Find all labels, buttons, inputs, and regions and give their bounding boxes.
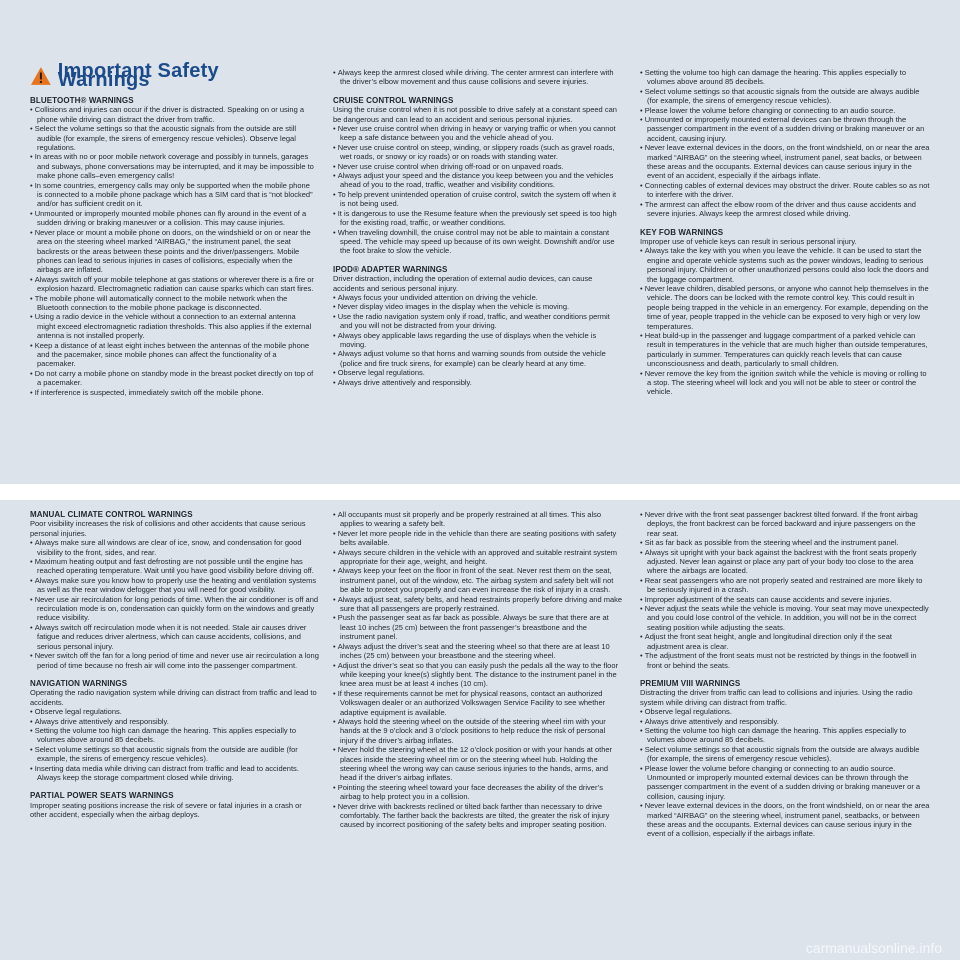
warning-triangle-icon bbox=[30, 66, 52, 86]
list-item: • Never place or mount a mobile phone on doors, on the windshield or on or near the area on the steering wheel marked “AIRBAG,” the instrument panel, the seat backrests or the areas between these points and the driver/passengers. Mobile phones can lead to serious injuries in cases of collisions, especially when the airbags are inflated. bbox=[30, 228, 314, 275]
section-heading: KEY FOB WARNINGS bbox=[640, 227, 724, 237]
section-heading: CRUISE CONTROL WARNINGS bbox=[333, 95, 454, 105]
list-item: • Never drive with the front seat passenger backrest tilted forward. If the front airbag deploys, the front backrest can be forced backward and injure passengers on the rear seat. bbox=[640, 510, 930, 538]
list-item: • Connecting cables of external devices may obstruct the driver. Route cables so as not to interfere with the driver. bbox=[640, 181, 930, 200]
bullet-list bbox=[333, 68, 623, 87]
list-item: • Improper adjustment of the seats can cause accidents and severe injuries. bbox=[640, 595, 930, 604]
list-item: • Never leave external devices in the doors, on the front windshield, on or near the area marked “AIRBAG” on the steering wheel, instrument panel, seat backs, or between these areas and the occupants. External devices can cause serious injury in the event of an accident, especially if the airbags inflate. bbox=[640, 143, 930, 181]
bullet-list bbox=[30, 538, 320, 670]
list-item: • All occupants must sit properly and be properly restrained at all times. This also applies to wearing a safety belt. bbox=[333, 510, 623, 529]
list-item: • Never adjust the seats while the vehicle is moving. Your seat may move unexpectedly and you could lose control of the vehicle. In addition, you will not be in the correct seating position while adjusting the seats. bbox=[640, 604, 930, 632]
bullet-list bbox=[333, 124, 623, 256]
list-item: • Heat build-up in the passenger and luggage compartment of a parked vehicle can result in temperatures in the vehicle that are much higher than outside temperatures, particularly in summer. Temperatures can quickly reach levels that can cause unconsciousness and death, particularly to small children. bbox=[640, 331, 930, 369]
list-item: • The adjustment of the front seats must not be restricted by things in the footwell in front or behind the seats. bbox=[640, 651, 930, 670]
list-item: • Adjust the driver’s seat so that you can easily push the pedals all the way to the floor while keeping your knee(s) slightly bent. The distance to the instrument panel in the knee area must be at least 4 inches (10 cm). bbox=[333, 661, 623, 689]
list-item: • Pointing the steering wheel toward your face decreases the ability of the driver’s airbag to help protect you in a collision. bbox=[333, 783, 623, 802]
section-heading: IPOD® ADAPTER WARNINGS bbox=[333, 264, 448, 274]
bullet-list bbox=[30, 105, 314, 397]
list-item: • Select volume settings so that acoustic signals from the outside are always audible (for example, the sirens of emergency rescue vehicles). bbox=[640, 87, 930, 106]
list-item: • Always drive attentively and responsibly. bbox=[30, 717, 320, 726]
list-item: • Collisions and injuries can occur if the driver is distracted. Speaking on or using a phone while driving can distract the driver from traffic. bbox=[30, 105, 314, 124]
list-item: • Never use cruise control when driving off-road or on unpaved roads. bbox=[333, 162, 623, 171]
section-ipod-adapter bbox=[333, 265, 623, 387]
list-item: • Sit as far back as possible from the steering wheel and the instrument panel. bbox=[640, 538, 930, 547]
list-item: • Setting the volume too high can damage the hearing. This applies especially to volumes above around 85 decibels. bbox=[640, 726, 930, 745]
column-bottom-left bbox=[30, 510, 320, 820]
section-partial-power-seats bbox=[30, 791, 320, 819]
section-manual-climate-control bbox=[30, 510, 320, 670]
list-item: • Do not carry a mobile phone on standby mode in the breast pocket directly on top of a pacemaker. bbox=[30, 369, 314, 388]
list-item: • The mobile phone will automatically connect to the mobile network when the Bluetooth connection to the mobile phone package is disconnected. bbox=[30, 294, 314, 313]
list-item: • Using a radio device in the vehicle without a connection to an external antenna might exceed electromagnetic radiation thresholds. This also applies if the external antenna is not installed properly. bbox=[30, 312, 314, 340]
list-item: • Setting the volume too high can damage the hearing. This applies especially to volumes above around 85 decibels. bbox=[640, 68, 930, 87]
list-item: • Push the passenger seat as far back as possible. Always be sure that there are at least 10 inches (25 cm) between the front passenger’s breastbone and the instrument panel. bbox=[333, 613, 623, 641]
list-item: • Never use air recirculation for long periods of time. When the air conditioner is off and recirculation mode is on, condensation can quickly form on the windows and greatly reduce visibility. bbox=[30, 595, 320, 623]
list-item: • In some countries, emergency calls may only be supported when the mobile phone is connected to a mobile phone package which has a SIM card that is “not blocked” and/or has sufficient credit on it. bbox=[30, 181, 314, 209]
section-intro: Improper use of vehicle keys can result in serious personal injury. bbox=[640, 236, 857, 246]
bullet-list bbox=[640, 68, 930, 219]
column-bottom-right bbox=[640, 510, 930, 839]
list-item: • Never drive with backrests reclined or tilted back farther than necessary to drive comfortably. The farther back the backrests are tilted, the greater the risk of injury caused by incorrect positioning of the safety belts and improper seating position. bbox=[333, 802, 623, 830]
section-intro: Driver distraction, including the operation of external audio devices, can cause accidents and serious personal injury. bbox=[333, 274, 593, 293]
bullet-list bbox=[640, 510, 930, 670]
list-item: • Always keep the armrest closed while driving. The center armrest can interfere with the driver’s elbow movement and thus cause collisions and severe injuries. bbox=[333, 68, 623, 87]
section-premium-viii bbox=[640, 679, 930, 839]
section-cruise-control bbox=[333, 96, 623, 256]
list-item: • Never leave external devices in the doors, on the front windshield, on or near the area marked “AIRBAG” on the steering wheel, instrument panel, seatbacks, or between these areas and the occupants. External devices can cause serious injury in the event of a collision, especially if the airbags inflate. bbox=[640, 801, 930, 839]
section-intro: Improper seating positions increase the risk of severe or fatal injuries in a crash or other accident, especially when the airbag deploys. bbox=[30, 800, 302, 820]
bullet-list bbox=[640, 707, 930, 839]
list-item: • Always make sure all windows are clear of ice, snow, and condensation for good visibility to the front, sides, and rear. bbox=[30, 538, 320, 557]
list-item: • Never use cruise control when driving in heavy or varying traffic or when you cannot keep a safe distance between you and the vehicle ahead of you. bbox=[333, 124, 623, 143]
list-item: • Always drive attentively and responsibly. bbox=[640, 717, 930, 726]
list-item: • Always take the key with you when you leave the vehicle. It can be used to start the engine and operate vehicle systems such as the power windows, leading to serious personal injury. Children or other unauthorized persons could also lock the doors and the luggage compartment. bbox=[640, 246, 930, 284]
list-item: • Never hold the steering wheel at the 12 o’clock position or with your hands at other places inside the steering wheel rim or on the steering wheel hub. Holding the steering wheel the wrong way can cause serious injuries to the hands, arms, and head if the driver’s airbag inflates. bbox=[333, 745, 623, 783]
list-item: • Always sit upright with your back against the backrest with the front seats properly adjusted. Never lean against or place any part of your body too close to the area where the airbags are located. bbox=[640, 548, 930, 576]
list-item: • It is dangerous to use the Resume feature when the previously set speed is too high for the existing road, traffic, or weather conditions. bbox=[333, 209, 623, 228]
bullet-list bbox=[333, 510, 623, 830]
section-heading: PREMIUM VIII WARNINGS bbox=[640, 678, 741, 688]
list-item: • Adjust the front seat height, angle and longitudinal direction only if the seat adjustment area is clear. bbox=[640, 632, 930, 651]
list-item: • Observe legal regulations. bbox=[30, 707, 320, 716]
list-item: • Always adjust volume so that horns and warning sounds from outside the vehicle (police and fire truck sirens, for example) can be clearly heard at any time. bbox=[333, 349, 623, 368]
page-title: Important Safety Warnings bbox=[30, 66, 314, 86]
section-intro: Operating the radio navigation system while driving can distract from traffic and lead to accidents. bbox=[30, 688, 317, 707]
bullet-list bbox=[333, 293, 623, 387]
list-item: • Rear seat passengers who are not properly seated and restrained are more likely to be seriously injured in a crash. bbox=[640, 576, 930, 595]
list-item: • Unmounted or improperly mounted mobile phones can fly around in the event of a sudden driving or braking maneuver or a collision. This may cause injuries. bbox=[30, 209, 314, 228]
section-heading: BLUETOOTH® WARNINGS bbox=[30, 96, 134, 105]
list-item: • Always switch off recirculation mode when it is not needed. Stale air causes driver fatigue and reduces driver alertness, which can cause accidents, collisions, and serious personal injury. bbox=[30, 623, 320, 651]
section-bluetooth bbox=[30, 96, 314, 397]
list-item: • Observe legal regulations. bbox=[640, 707, 930, 716]
list-item: • If these requirements cannot be met for physical reasons, contact an authorized Volkswagen dealer or an authorized Volkswagen Service Facility to see whether adaptive equipment is available. bbox=[333, 689, 623, 717]
section-navigation bbox=[30, 679, 320, 782]
list-item: • In areas with no or poor mobile network coverage and possibly in tunnels, garages and subways, phone conversations may be interrupted, and it may be impossible to make phone calls–even emergency calls! bbox=[30, 152, 314, 180]
list-item: • Use the radio navigation system only if road, traffic, and weather conditions permit and you will not be distracted from your driving. bbox=[333, 312, 623, 331]
column-bottom-middle bbox=[333, 510, 623, 830]
section-key-fob bbox=[640, 228, 930, 397]
list-item: • Please lower the volume before changing or connecting to an audio source. bbox=[640, 106, 930, 115]
list-item: • Always secure children in the vehicle with an approved and suitable restraint system appropriate for their age, weight, and height. bbox=[333, 548, 623, 567]
list-item: • Always adjust your speed and the distance you keep between you and the vehicles ahead of you to the road, traffic, weather and visibility conditions. bbox=[333, 171, 623, 190]
section-heading: PARTIAL POWER SEATS WARNINGS bbox=[30, 791, 174, 801]
section-heading: MANUAL CLIMATE CONTROL WARNINGS bbox=[30, 510, 193, 519]
list-item: • Always make sure you know how to properly use the heating and ventilation systems as well as the rear window defogger that you will need for good visibility. bbox=[30, 576, 320, 595]
watermark-text: carmanualsonline.info bbox=[805, 940, 942, 956]
list-item: • Observe legal regulations. bbox=[333, 368, 623, 377]
list-item: • Maximum heating output and fast defrosting are not possible until the engine has reached operating temperature. Wait until you have good visibility before driving off. bbox=[30, 557, 320, 576]
list-item: • The armrest can affect the elbow room of the driver and thus cause accidents and severe injuries. Always keep the armrest closed while driving. bbox=[640, 200, 930, 219]
list-item: • Always adjust the driver’s seat and the steering wheel so that there are at least 10 inches (25 cm) between your breastbone and the steering wheel. bbox=[333, 642, 623, 661]
page-gap bbox=[0, 484, 960, 500]
bullet-list bbox=[30, 707, 320, 782]
column-top-middle bbox=[333, 68, 623, 387]
list-item: • Inserting data media while driving can distract from traffic and lead to accidents. Always keep the storage compartment closed while driving. bbox=[30, 764, 320, 783]
list-item: • Select the volume settings so that the acoustic signals from the outside are still audible (for example, the sirens of emergency rescue vehicles). Observe legal regulations. bbox=[30, 124, 314, 152]
list-item: • Never display video images in the display when the vehicle is moving. bbox=[333, 302, 623, 311]
list-item: • Always adjust seat, safety belts, and head restraints properly before driving and make sure that all passengers are properly restrained. bbox=[333, 595, 623, 614]
list-item: • Always hold the steering wheel on the outside of the steering wheel rim with your hands at the 9 o’clock and 3 o’clock positions to help reduce the risk of personal injury if the driver’s airbag inflates. bbox=[333, 717, 623, 745]
list-item: • Always keep your feet on the floor in front of the seat. Never rest them on the seat, instrument panel, out of the window, etc. The airbag system and safety belt will not be able to protect you properly and can even increase the risk of injury in a crash. bbox=[333, 566, 623, 594]
list-item: • Always switch off your mobile telephone at gas stations or wherever there is a fire or explosion hazard. Electromagnetic radiation can cause sparks which can start fires. bbox=[30, 275, 314, 294]
list-item: • Never switch off the fan for a long period of time and never use air recirculation a long period of time because no fresh air will come into the passenger compartment. bbox=[30, 651, 320, 670]
list-item: • Never remove the key from the ignition switch while the vehicle is moving or rolling to a stop. The steering wheel will lock and you will not be able to steer or control the vehicle. bbox=[640, 369, 930, 397]
list-item: • Always drive attentively and responsibly. bbox=[333, 378, 623, 387]
column-top-left bbox=[30, 59, 314, 397]
list-item: • When traveling downhill, the cruise control may not be able to maintain a constant speed. The vehicle may speed up because of its own weight. Downshift and/or use the foot brake to slow the vehicle. bbox=[333, 228, 623, 256]
section-intro: Distracting the driver from traffic can lead to collisions and injuries. Using the radio system while driving can distract from traffic. bbox=[640, 688, 913, 707]
list-item: • Setting the volume too high can damage the hearing. This applies especially to volumes above around 85 decibels. bbox=[30, 726, 320, 745]
list-item: • Keep a distance of at least eight inches between the antennas of the mobile phone and the pacemaker, since mobile phones can affect the functionality of a pacemaker. bbox=[30, 341, 314, 369]
section-intro: Poor visibility increases the risk of collisions and other accidents that cause serious personal injuries. bbox=[30, 519, 306, 538]
column-top-right bbox=[640, 68, 930, 397]
list-item: • Always obey applicable laws regarding the use of displays when the vehicle is moving. bbox=[333, 331, 623, 350]
list-item: • Never leave children, disabled persons, or anyone who cannot help themselves in the vehicle. The doors can be locked with the remote control key. This could result in people being trapped in the vehicle in an emergency. For example, depending on the time of year, people trapped in the vehicle can be exposed to very high or very low temperatures. bbox=[640, 284, 930, 331]
list-item: • Select volume settings so that acoustic signals from the outside are always audible (for example, the sirens of emergency rescue vehicles). bbox=[640, 745, 930, 764]
list-item: • Never use cruise control on steep, winding, or slippery roads (such as gravel roads, wet roads, or snowy or icy roads) or on roads with standing water. bbox=[333, 143, 623, 162]
section-heading: NAVIGATION WARNINGS bbox=[30, 678, 128, 688]
list-item: • Never let more people ride in the vehicle than there are seating positions with safety belts available. bbox=[333, 529, 623, 548]
list-item: • To help prevent unintended operation of cruise control, switch the system off when it is not being used. bbox=[333, 190, 623, 209]
list-item: • Unmounted or improperly mounted external devices can be thrown through the passenger compartment in the event of a sudden driving or braking maneuver or an accident, causing injury. bbox=[640, 115, 930, 143]
list-item: • Always focus your undivided attention on driving the vehicle. bbox=[333, 293, 623, 302]
list-item: • If interference is suspected, immediately switch off the mobile phone. bbox=[30, 388, 314, 397]
list-item: • Select volume settings so that acoustic signals from the outside are audible (for example, the sirens of emergency rescue vehicles). bbox=[30, 745, 320, 764]
section-intro: Using the cruise control when it is not possible to drive safely at a constant speed can be dangerous and can lead to an accident and serious personal injuries. bbox=[333, 105, 617, 124]
bullet-list bbox=[640, 246, 930, 397]
list-item: • Please lower the volume before changing or connecting to an audio source. Unmounted or improperly mounted external devices can be thrown through the passenger compartment in the event of a sudden driving or braking maneuver or a collision, causing injury. bbox=[640, 764, 930, 802]
